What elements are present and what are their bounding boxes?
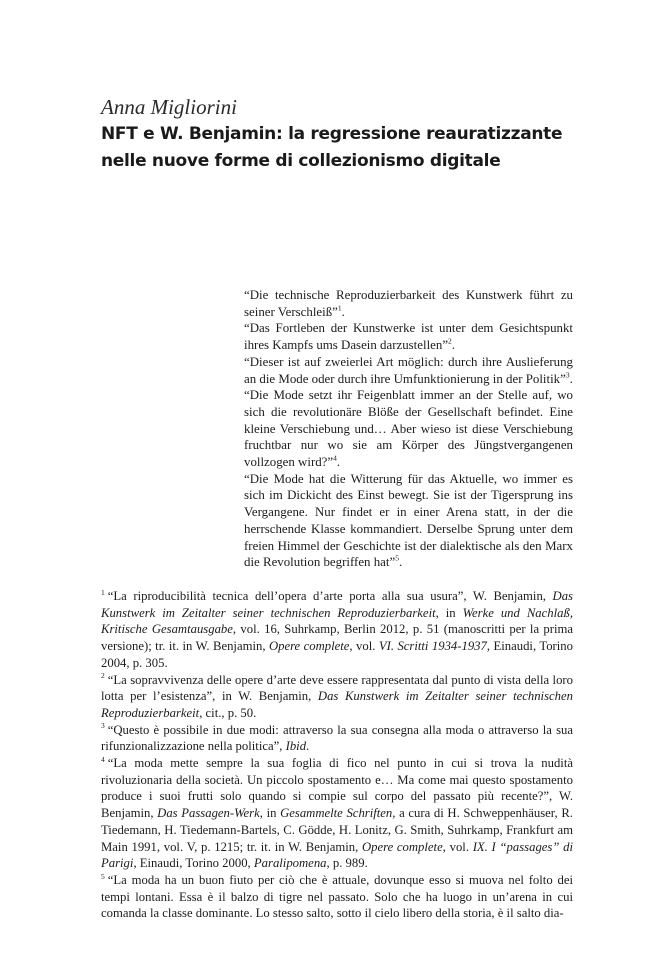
footnote: [101, 588, 573, 672]
italic-text: Das Kunstwerk im Zeitalter seiner technischen Reproduzierbarkeit: [101, 589, 573, 620]
footnote-ref: 2: [448, 336, 452, 346]
italic-text: Paralipomena: [253, 856, 327, 871]
article-title: [101, 121, 571, 175]
footnote-ref: 3: [565, 370, 570, 380]
footnote-number: 1: [101, 587, 105, 597]
footnote-text: “Questo è possibile in due modi: attraverso la sua consegna alla moda o attraverso la sua rifunzionalizzazione nella politica”,: [101, 722, 573, 754]
footnote-number: 2: [101, 671, 105, 681]
epigraph-block: [244, 287, 573, 571]
epigraph-quote: “Die Mode hat die Witterung für das Aktuelle, wo immer es sich im Dickicht des Einst bewegt. Sie ist der Tigersprung ins Vergangene. Nur findet er in einer Arena statt, in der die herrschende Klasse kommandiert. Derselbe Sprung unter dem freien Himmel der Geschichte ist der dialektische als den Marx die Revolution begriffen hat”$^5$.: [244, 471, 573, 570]
footnote-text: , a cura di H. Schweppenhäuser, R. Tiedemann, H. Tiedemann-Bartels, C. Gödde, H. Lonitz, G. Smith, Suhrkamp, Frankfurt am Main 1991, vol. V, p. 1215; tr. it. in W. Benjamin,: [101, 806, 573, 854]
italic-text: Gesammelte Schriften: [280, 806, 393, 821]
footnote-text: , cit., p. 50.: [199, 705, 257, 720]
footnote-text: , Einaudi, Torino 2004, p. 305.: [101, 639, 573, 670]
epigraph-quote: “Dieser ist auf zweierlei Art möglich: durch ihre Auslieferung an die Mode oder durch ihre Umfunktionierung in der Politik”$^3$.: [244, 354, 573, 386]
title-line: nelle nuove forme di collezionismo digitale: [101, 151, 501, 171]
italic-text: Opere complete: [268, 639, 350, 654]
footnote-number: 4: [101, 754, 105, 764]
epigraph-quote: “Das Fortleben der Kunstwerke ist unter dem Gesichtspunkt ihres Kampfs ums Dasein darzustellen”$^2$.: [244, 321, 573, 353]
footnote: [101, 672, 573, 722]
title-line: NFT e W. Benjamin: la regressione reauratizzante: [101, 124, 563, 144]
footnote-number: 3: [101, 721, 105, 731]
footnote-text: , Einaudi, Torino 2000,: [133, 856, 254, 871]
footnote-text: , in: [259, 806, 281, 821]
footnote-text: .: [306, 739, 310, 754]
footnote-number: 5: [101, 871, 105, 881]
footnote-ref: 4: [333, 453, 337, 463]
italic-text: IX. I “passages” di Parigi: [101, 839, 574, 871]
footnote-text: , vol. 16, Suhrkamp, Berlin 2012, p. 51 (manoscritti per la prima versione); tr. it. in W. Benjamin,: [101, 622, 573, 654]
footnote: [101, 872, 573, 922]
footnote-text: , in: [435, 605, 463, 620]
italic-text: Werke und Nachlaß, Kritische Gesamtausgabe: [101, 605, 574, 637]
footnote-text: “La sopravvivenza delle opere d’arte deve essere rappresentata dal punto di vista della loro lotta per l’esistenza”, in W. Benjamin,: [101, 672, 573, 704]
author-name: Anna Migliorini: [101, 95, 237, 119]
footnote-text: , vol.: [442, 839, 473, 854]
italic-text: VI. Scritti 1934-1937: [378, 639, 487, 654]
italic-text: Das Passagen-Werk: [157, 806, 260, 821]
footnote-text: “La moda mette sempre la sua foglia di fico nel punto in cui si trova la nudità rivoluzionaria della società. Un piccolo spostamento e… Ma come mai questo spostamento produce i suoi frutti solo quando si compie sul corpo del passato più recente?”, W. Benjamin,: [101, 756, 573, 821]
footnote-text: , p. 989.: [326, 856, 368, 871]
footnote: [101, 722, 573, 755]
footnote-text: , vol.: [349, 639, 379, 654]
epigraph-quote: “Die technische Reproduzierbarkeit des Kunstwerk führt zu seiner Verschleiß”$^1$.: [244, 288, 573, 319]
italic-text: Das Kunstwerk im Zeitalter seiner technischen Reproduzierbarkeit: [101, 689, 573, 720]
footnote: [101, 755, 573, 872]
epigraph-quote: “Die Mode setzt ihr Feigenblatt immer an der Stelle auf, wo sich die revolutionäre Blöße der Gesellschaft befindet. Eine kleine Verschiebung und… Aber wieso ist diese Verschiebung fruchtbar nur wo sie am Körper des Jüngstvergangenen vollzogen wird?”$^4$.: [244, 388, 573, 470]
footnotes-section: [101, 587, 574, 921]
footnote-text: “La moda ha un buon fiuto per ciò che è attuale, dovunque esso si muova nel folto dei tempi lontani. Essa è il balzo di tigre nel passato. Solo che ha luogo in un’arena in cui comanda la classe dominante. Lo stesso salto, sotto il cielo libero della storia, è il salto dia-: [101, 872, 573, 921]
footnote-text: “La riproducibilità tecnica dell’opera d’arte porta alla sua usura”, W. Benjamin,: [107, 589, 553, 603]
footnote-ref: 5: [395, 553, 399, 563]
italic-text: Opere complete: [361, 839, 443, 854]
footnote-ref: 1: [337, 303, 342, 313]
italic-text: Ibid: [285, 739, 307, 754]
